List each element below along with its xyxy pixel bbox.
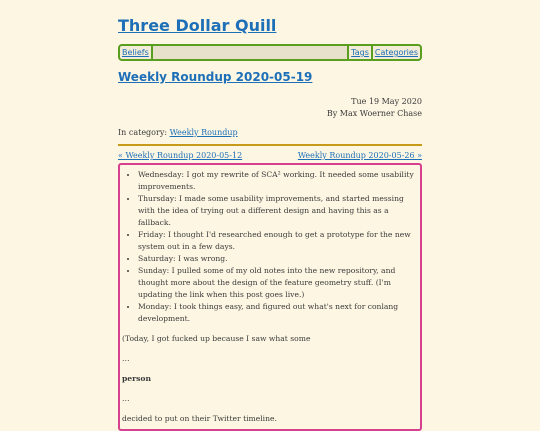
paragraph: (Today, I got fucked up because I saw what some bbox=[122, 334, 311, 343]
list-item: • Thursday: I made some usability improvements, and started messing with the idea of trying out a different design and having this as a fallback. bbox=[138, 193, 418, 229]
post-category bbox=[118, 127, 422, 138]
nav-categories-link[interactable]: Categories bbox=[374, 48, 418, 57]
post-navigation bbox=[118, 151, 422, 161]
paragraph: … bbox=[122, 354, 130, 363]
list-item: • Sunday: I pulled some of my old notes into the new repository, and thought more about the design of the feature geometry stuff. (I'm updating the link when this post goes live.) bbox=[138, 265, 418, 301]
category-label: In category: bbox=[118, 128, 168, 137]
category-link[interactable]: Weekly Roundup bbox=[169, 128, 238, 137]
list-item: • Wednesday: I got my rewrite of SCA² working. It needed some usability improvements. bbox=[138, 169, 418, 193]
post-author: By Max Woerner Chase bbox=[326, 109, 422, 118]
post-meta bbox=[118, 96, 422, 120]
post-title-link[interactable]: Weekly Roundup 2020-05-19 bbox=[118, 70, 313, 84]
nav-spacer bbox=[153, 46, 347, 59]
roundup-list bbox=[122, 169, 418, 325]
list-item: • Saturday: I was wrong. bbox=[138, 253, 418, 265]
nav-tags-link[interactable]: Tags bbox=[351, 48, 369, 57]
post-content bbox=[118, 163, 422, 431]
prev-post-link[interactable]: « Weekly Roundup 2020-05-12 bbox=[118, 151, 243, 160]
list-item: • Monday: I took things easy, and figured out what's next for conlang development. bbox=[138, 301, 418, 325]
next-post-link[interactable]: Weekly Roundup 2020-05-26 » bbox=[297, 151, 422, 160]
nav-beliefs-link[interactable]: Beliefs bbox=[122, 48, 149, 57]
paragraph: … bbox=[122, 394, 130, 403]
list-item: • Friday: I thought I'd researched enough to get a prototype for the new system out in a few days. bbox=[138, 229, 418, 253]
post-date: Tue 19 May 2020 bbox=[351, 97, 422, 106]
divider-rule bbox=[118, 144, 422, 146]
site-title-link[interactable]: Three Dollar Quill bbox=[118, 16, 277, 35]
nav-bar bbox=[118, 44, 422, 61]
paragraph: decided to put on their Twitter timeline. bbox=[122, 414, 277, 423]
page bbox=[118, 16, 422, 431]
paragraph: person bbox=[122, 374, 152, 383]
